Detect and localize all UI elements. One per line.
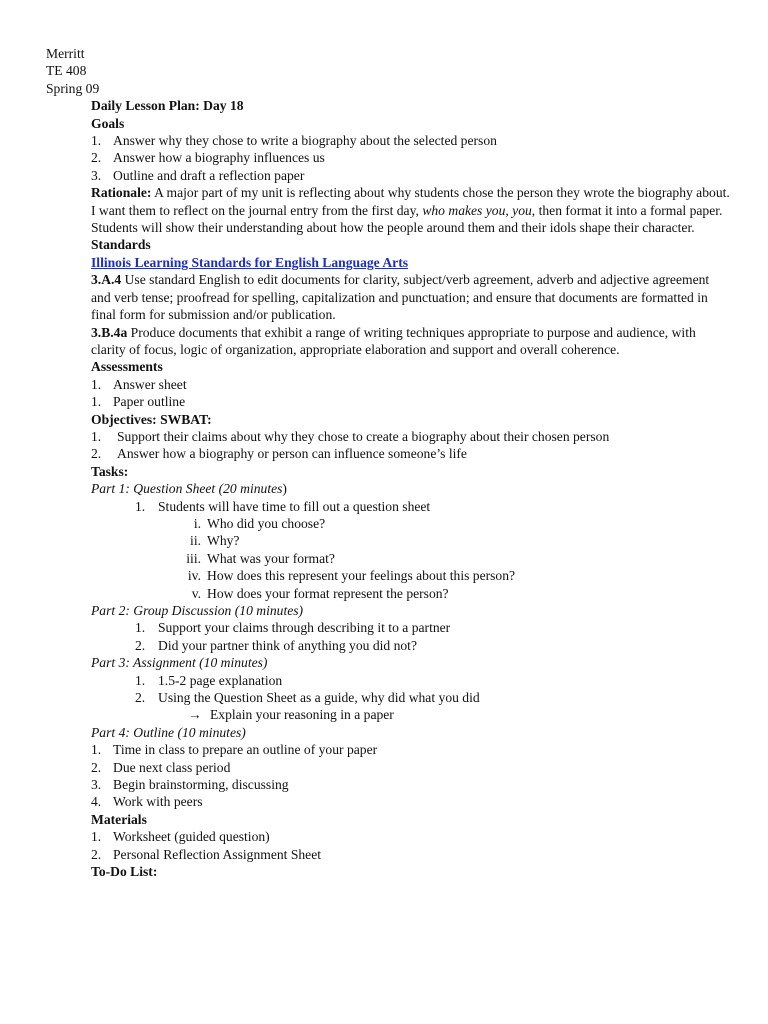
assessment-text: Paper outline (113, 394, 186, 410)
illinois-standards-link[interactable]: Illinois Learning Standards for English Language Arts (91, 254, 409, 270)
objective-text: Answer how a biography or person can influence someone’s life (117, 446, 467, 462)
part3-item (91, 689, 731, 706)
objective-item (91, 445, 731, 462)
standard-item (91, 324, 731, 359)
material-text: Personal Reflection Assignment Sheet (113, 846, 322, 862)
part4-text: Time in class to prepare an outline of your paper (113, 742, 378, 758)
part1-title-close: ) (282, 481, 287, 497)
question-number: iii. (186, 550, 201, 566)
question-number: iv. (187, 568, 201, 584)
part3-text: 1.5-2 page explanation (158, 672, 283, 688)
rationale-text: A major part of my unit is reflecting about why students chose the person they wrote the biography about. I want them to reflect on the journal entry from the first day, (91, 185, 730, 218)
part1-number: 1. (135, 498, 146, 514)
tasks-heading: Tasks: (91, 463, 129, 479)
part3-title: Part 3: Assignment (10 minutes) (91, 655, 268, 671)
term: Spring 09 (46, 80, 100, 96)
part2-title: Part 2: Group Discussion (10 minutes) (91, 603, 304, 618)
part4-text: Begin brainstorming, discussing (113, 777, 289, 793)
part4-text: Work with peers (113, 794, 203, 810)
part4-item (91, 741, 731, 758)
goal-item (91, 167, 731, 184)
assessment-text: Answer sheet (113, 376, 187, 392)
question-item (91, 532, 731, 549)
course-code: TE 408 (46, 63, 87, 79)
materials-heading: Materials (91, 811, 147, 827)
standard-code: 3.B.4a (91, 324, 128, 340)
part3-number: 2. (135, 690, 146, 706)
standard-code: 3.A.4 (91, 272, 122, 288)
goal-text: Answer how a biography influences us (113, 150, 325, 166)
question-number: i. (193, 515, 201, 531)
assessment-item (91, 376, 731, 393)
part1-title-text: Part 1: Question Sheet (20 minutes (91, 481, 283, 497)
part2-number: 1. (135, 620, 146, 636)
todo-heading: To-Do List: (91, 864, 158, 880)
question-item (91, 515, 731, 532)
part3-arrow-item (91, 706, 731, 723)
goal-text: Answer why they chose to write a biography about the selected person (113, 133, 497, 149)
part3-arrow-text: Explain your reasoning in a paper (210, 707, 394, 723)
question-item (91, 550, 731, 567)
part2-item (91, 619, 731, 636)
goal-item (91, 132, 731, 149)
part2-text: Did your partner think of anything you did not? (158, 637, 417, 653)
objective-number: 2. (91, 446, 102, 462)
rationale-label: Rationale: (91, 185, 152, 201)
part1-title (91, 480, 731, 497)
objective-number: 1. (91, 428, 102, 444)
part3-item (91, 672, 731, 689)
part4-item (91, 776, 731, 793)
material-text: Worksheet (guided question) (113, 829, 270, 845)
lesson-plan-body (46, 97, 731, 880)
rationale-italic: who makes you, you (422, 202, 532, 218)
goals-heading: Goals (91, 115, 125, 131)
document-title: Daily Lesson Plan: Day 18 (91, 98, 244, 114)
material-item (91, 846, 731, 863)
goal-item (91, 149, 731, 166)
part4-number: 1. (91, 742, 102, 758)
question-number: v. (191, 585, 201, 601)
part4-number: 4. (91, 794, 102, 810)
part4-number: 2. (91, 759, 102, 775)
assessment-number: 1. (91, 394, 102, 410)
standard-text: Use standard English to edit documents for clarity, subject/verb agreement, adverb and adjective agreement and verb tense; proofread for spelling, capitalization and punctuation; and ensure that documents are formatted in final form for submission and/or publication. (91, 272, 710, 323)
standard-text: Produce documents that exhibit a range of writing techniques appropriate to purpose and audience, with clarity of focus, logic of organization, appropriate elaboration and support and overall coherence. (91, 324, 696, 357)
goal-number: 3. (91, 167, 102, 183)
material-number: 2. (91, 846, 102, 862)
question-item (91, 567, 731, 584)
part3-text: Using the Question Sheet as a guide, why did what you did (158, 690, 480, 706)
part4-number: 3. (91, 777, 102, 793)
material-item (91, 828, 731, 845)
goal-number: 2. (91, 150, 102, 166)
objective-item (91, 428, 731, 445)
standards-heading: Standards (91, 237, 151, 253)
author-name: Merritt (46, 46, 85, 61)
part1-item (91, 498, 731, 515)
part2-number: 2. (135, 637, 146, 653)
standard-item (91, 271, 731, 323)
question-text: Who did you choose? (207, 515, 326, 531)
question-text: Why? (207, 533, 240, 549)
rationale-paragraph (91, 184, 731, 236)
part4-title: Part 4: Outline (10 minutes) (91, 724, 246, 740)
question-text: How does your format represent the person? (207, 585, 449, 601)
part2-item (91, 637, 731, 654)
part3-number: 1. (135, 672, 146, 688)
part4-item (91, 793, 731, 810)
part1-text: Students will have time to fill out a question sheet (158, 498, 431, 514)
question-text: How does this represent your feelings about this person? (207, 568, 516, 584)
assessment-number: 1. (91, 376, 102, 392)
goal-text: Outline and draft a reflection paper (113, 167, 305, 183)
question-text: What was your format? (207, 550, 335, 566)
assessments-heading: Assessments (91, 359, 163, 375)
objectives-heading: Objectives: SWBAT: (91, 411, 212, 427)
part4-item (91, 759, 731, 776)
question-number: ii. (190, 533, 201, 549)
assessment-item (91, 393, 731, 410)
rationale-text-end: , then format it into a formal paper. Students will show their understanding about how the people around them and their idols shape their character. (91, 202, 723, 236)
material-number: 1. (91, 829, 102, 845)
objective-text: Support their claims about why they chose to create a biography about their chosen person (117, 428, 610, 444)
part4-text: Due next class period (113, 759, 231, 775)
part2-text: Support your claims through describing it to a partner (158, 620, 451, 636)
question-item (91, 585, 731, 602)
goal-number: 1. (91, 133, 102, 149)
right-arrow-icon: → (188, 707, 202, 723)
